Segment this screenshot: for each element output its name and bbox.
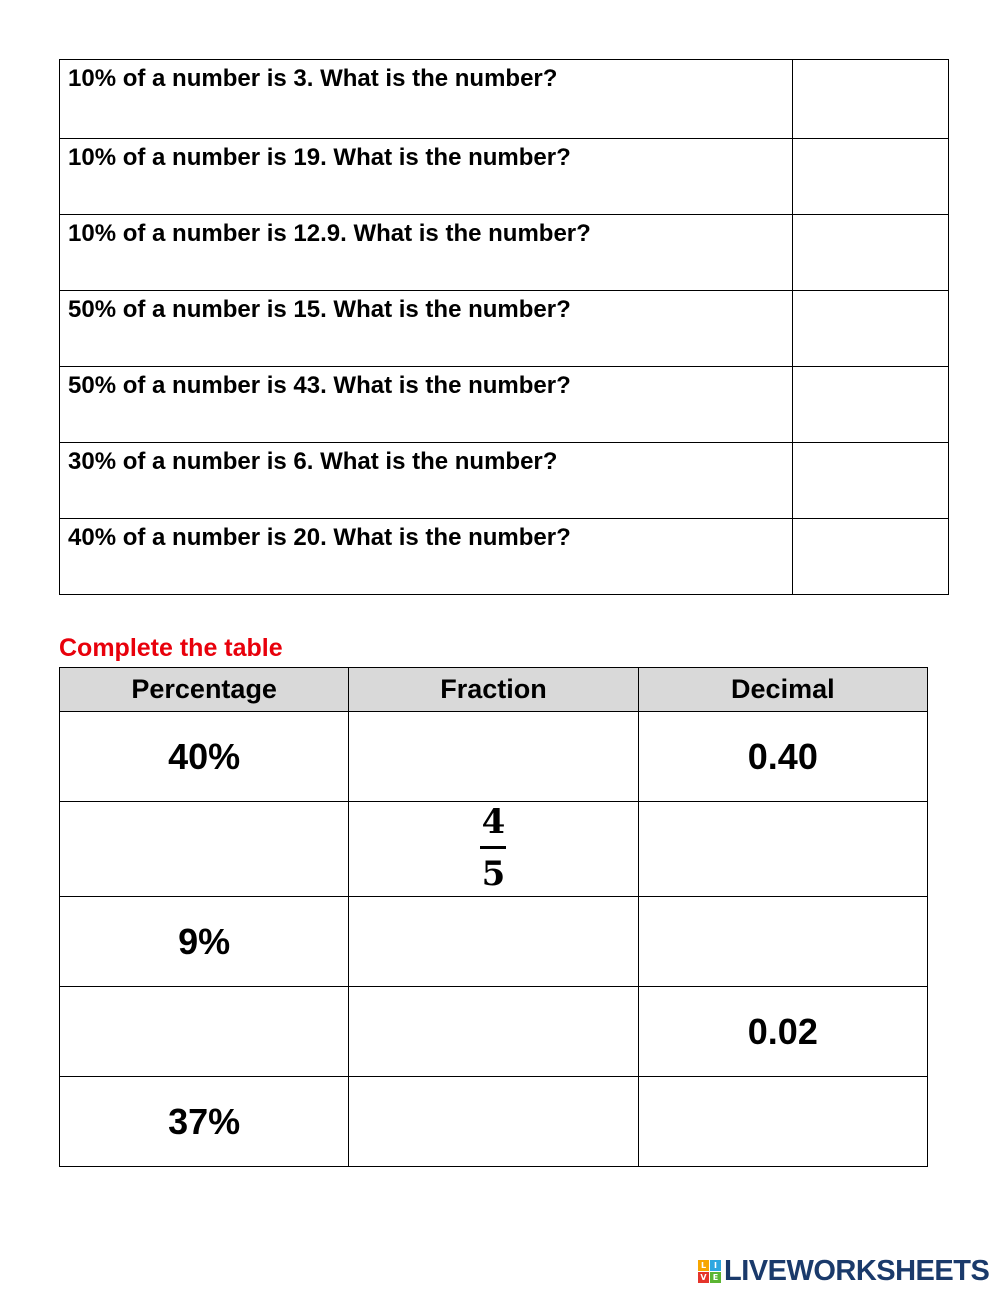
logo-mark-letter: E: [710, 1272, 721, 1283]
fraction-denominator: 5: [481, 853, 506, 894]
answer-box[interactable]: [793, 367, 949, 443]
conversion-row: [60, 802, 928, 897]
conversion-row: [60, 1077, 928, 1167]
fraction-value: [480, 801, 506, 894]
question-row: [60, 291, 949, 367]
question-text: 10% of a number is 3. What is the number?: [60, 60, 793, 139]
question-text: 40% of a number is 20. What is the number?: [60, 519, 793, 595]
question-text: 10% of a number is 19. What is the number?: [60, 139, 793, 215]
fraction-cell[interactable]: [349, 897, 638, 987]
fraction-cell[interactable]: [349, 1077, 638, 1167]
answer-box[interactable]: [793, 215, 949, 291]
decimal-cell: 0.40: [638, 712, 927, 802]
fraction-cell[interactable]: [349, 987, 638, 1077]
percentage-cell[interactable]: [60, 987, 349, 1077]
answer-box[interactable]: [793, 60, 949, 139]
header-row: [60, 668, 928, 712]
percentage-cell: 37%: [60, 1077, 349, 1167]
conversion-row: [60, 897, 928, 987]
percentage-cell: 40%: [60, 712, 349, 802]
decimal-cell: 0.02: [638, 987, 927, 1077]
column-header-decimal: Decimal: [638, 668, 927, 712]
answer-box[interactable]: [793, 291, 949, 367]
decimal-cell[interactable]: [638, 1077, 927, 1167]
logo-mark-letter: L: [698, 1260, 709, 1271]
conversion-row: [60, 987, 928, 1077]
decimal-cell[interactable]: [638, 802, 927, 897]
logo-mark-letter: I: [710, 1260, 721, 1271]
answer-box[interactable]: [793, 443, 949, 519]
logo-mark-icon: [698, 1260, 721, 1283]
conversion-table: [59, 667, 928, 1167]
column-header-fraction: Fraction: [349, 668, 638, 712]
percentage-cell[interactable]: [60, 802, 349, 897]
fraction-cell[interactable]: [349, 712, 638, 802]
column-header-percentage: Percentage: [60, 668, 349, 712]
fraction-cell: [349, 802, 638, 897]
question-row: [60, 367, 949, 443]
question-row: [60, 215, 949, 291]
answer-box[interactable]: [793, 139, 949, 215]
complete-table-heading: Complete the table: [59, 634, 283, 662]
fraction-bar: [480, 846, 506, 849]
question-row: [60, 60, 949, 139]
logo-mark-letter: V: [698, 1272, 709, 1283]
question-text: 30% of a number is 6. What is the number?: [60, 443, 793, 519]
logo-text: LIVEWORKSHEETS: [724, 1254, 990, 1287]
question-row: [60, 519, 949, 595]
question-text: 50% of a number is 15. What is the number?: [60, 291, 793, 367]
question-text: 10% of a number is 12.9. What is the number?: [60, 215, 793, 291]
fraction-numerator: 4: [481, 801, 506, 842]
liveworksheets-logo: [698, 1256, 989, 1286]
question-row: [60, 139, 949, 215]
conversion-row: [60, 712, 928, 802]
question-row: [60, 443, 949, 519]
questions-table: [59, 59, 949, 595]
question-text: 50% of a number is 43. What is the number?: [60, 367, 793, 443]
percentage-cell: 9%: [60, 897, 349, 987]
answer-box[interactable]: [793, 519, 949, 595]
decimal-cell[interactable]: [638, 897, 927, 987]
